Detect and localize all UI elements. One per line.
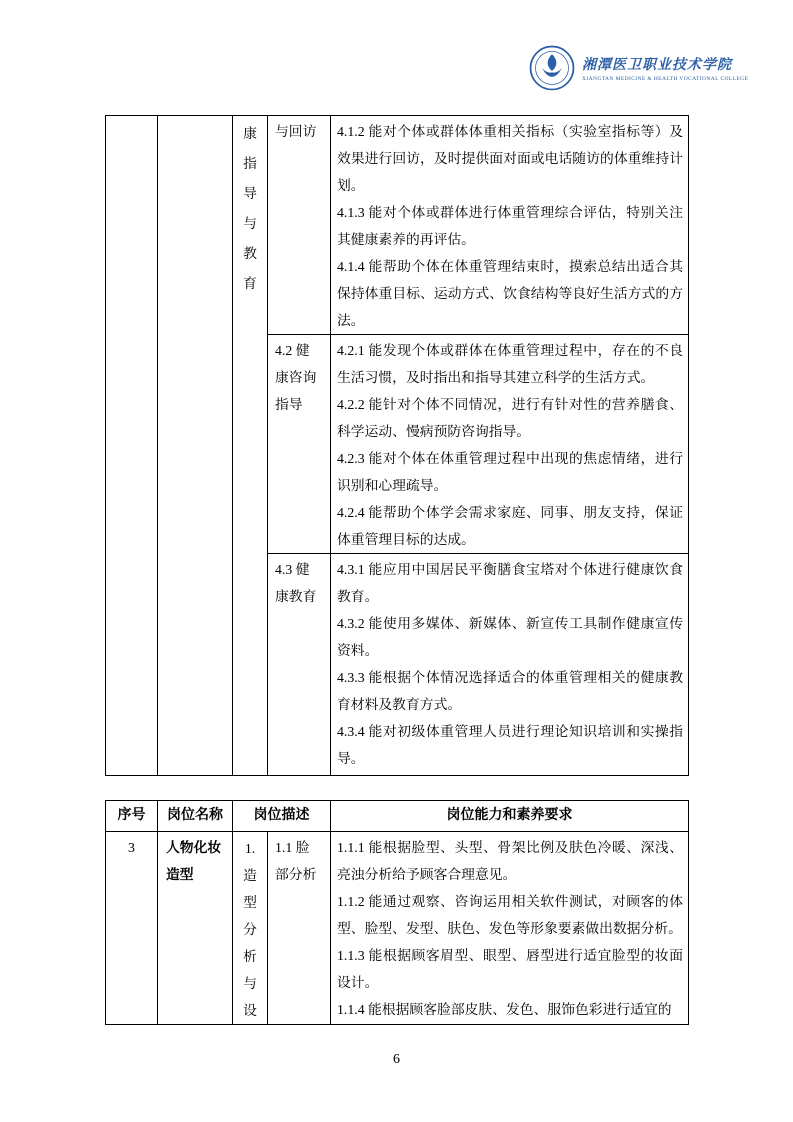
college-logo-text [582,54,748,82]
jobname-cell: 人物化妆造型 [158,832,233,1025]
college-name-en: XIANGTAN MEDICINE & HEALTH VOCATIONAL COLLEGE [582,76,749,82]
requirement-item: 4.2.4 能帮助个体学会需求家庭、同事、朋友支持，保证体重管理目标的达成。 [337,505,683,547]
vertical-char: 导 [243,186,257,201]
subtask-cell [268,116,331,335]
jobname-cell-empty [158,116,233,776]
vertical-char: 康 [243,126,257,141]
category-cell-vertical [233,116,268,776]
vertical-char: 分 [243,922,257,937]
vertical-char: 型 [243,895,257,910]
college-emblem-icon [529,45,575,91]
subtask-cell [268,335,331,554]
requirements-cell [331,832,689,1025]
requirement-item: 4.1.4 能帮助个体在体重管理结束时，摸索总结出适合其保持体重目标、运动方式、饮食结构等良好生活方式的方法。 [337,259,683,328]
vertical-char: 造 [243,868,257,883]
requirement-item: 1.1.2 能通过观察、咨询运用相关软件测试，对顾客的体型、脸型、发型、肤色、发色等形象要素做出数据分析。 [337,894,683,936]
seq-cell-empty [106,116,158,776]
subtask-label: 1.1 脸部分析 [275,840,317,882]
subtask-label: 4.2 健康咨询指导 [275,343,317,412]
vertical-char: 指 [243,156,257,171]
vertical-char: 设 [243,1003,257,1018]
table-header-row [106,801,689,832]
vertical-char: 与 [243,216,257,231]
requirement-item: 4.2.3 能对个体在体重管理过程中出现的焦虑情绪，进行识别和心理疏导。 [337,451,683,493]
header-seq: 序号 [106,801,158,832]
requirement-item: 4.1.3 能对个体或群体进行体重管理综合评估，特别关注其健康素养的再评估。 [337,205,683,247]
subtask-cell [268,554,331,776]
table-row [106,116,689,335]
vertical-char: 析 [243,949,257,964]
table-row [106,832,689,1025]
requirements-cell [331,335,689,554]
requirement-item: 4.2.2 能针对个体不同情况，进行有针对性的营养膳食、科学运动、慢病预防咨询指导。 [337,397,683,439]
vertical-char: 教 [243,246,257,261]
header-jobname: 岗位名称 [158,801,233,832]
seq-cell: 3 [106,832,158,1025]
requirements-cell [331,116,689,335]
desc-cell-vertical [233,832,268,1025]
requirement-item: 1.1.4 能根据顾客脸部皮肤、发色、服饰色彩进行适宜的 [337,1002,672,1017]
header-jobdesc: 岗位描述 [233,801,331,832]
vertical-char: 1. [244,841,256,856]
header-requirements: 岗位能力和素养要求 [331,801,689,832]
requirement-item: 4.2.1 能发现个体或群体在体重管理过程中，存在的不良生活习惯，及时指出和指导其建立科学的生活方式。 [337,343,683,385]
subtask-label: 4.3 健康教育 [275,562,317,604]
requirement-item: 1.1.1 能根据脸型、头型、骨架比例及肤色冷暖、深浅、亮浊分析给予顾客合理意见。 [337,840,683,882]
requirements-cell [331,554,689,776]
requirement-item: 4.3.4 能对初级体重管理人员进行理论知识培训和实操指导。 [337,724,683,766]
college-logo [529,45,748,91]
page-number: 6 [393,1052,400,1067]
health-guidance-competency-table [105,115,689,776]
requirement-item: 4.3.2 能使用多媒体、新媒体、新宣传工具制作健康宣传资料。 [337,616,683,658]
vertical-char: 与 [243,976,257,991]
requirement-item: 4.3.3 能根据个体情况选择适合的体重管理相关的健康教育材料及教育方式。 [337,670,683,712]
requirement-item: 4.1.2 能对个体或群体体重相关指标（实验室指标等）及效果进行回访，及时提供面对面或电话随访的体重维持计划。 [337,124,683,193]
requirement-item: 4.3.1 能应用中国居民平衡膳食宝塔对个体进行健康饮食教育。 [337,562,683,604]
requirement-item: 1.1.3 能根据顾客眉型、眼型、唇型进行适宜脸型的妆面设计。 [337,948,683,990]
subtask-label: 与回访 [275,124,317,139]
vertical-char: 育 [243,276,257,291]
makeup-styling-job-table [105,800,689,1025]
subtask-cell [268,832,331,1025]
college-name-cn: 湘潭医卫职业技术学院 [582,58,732,73]
